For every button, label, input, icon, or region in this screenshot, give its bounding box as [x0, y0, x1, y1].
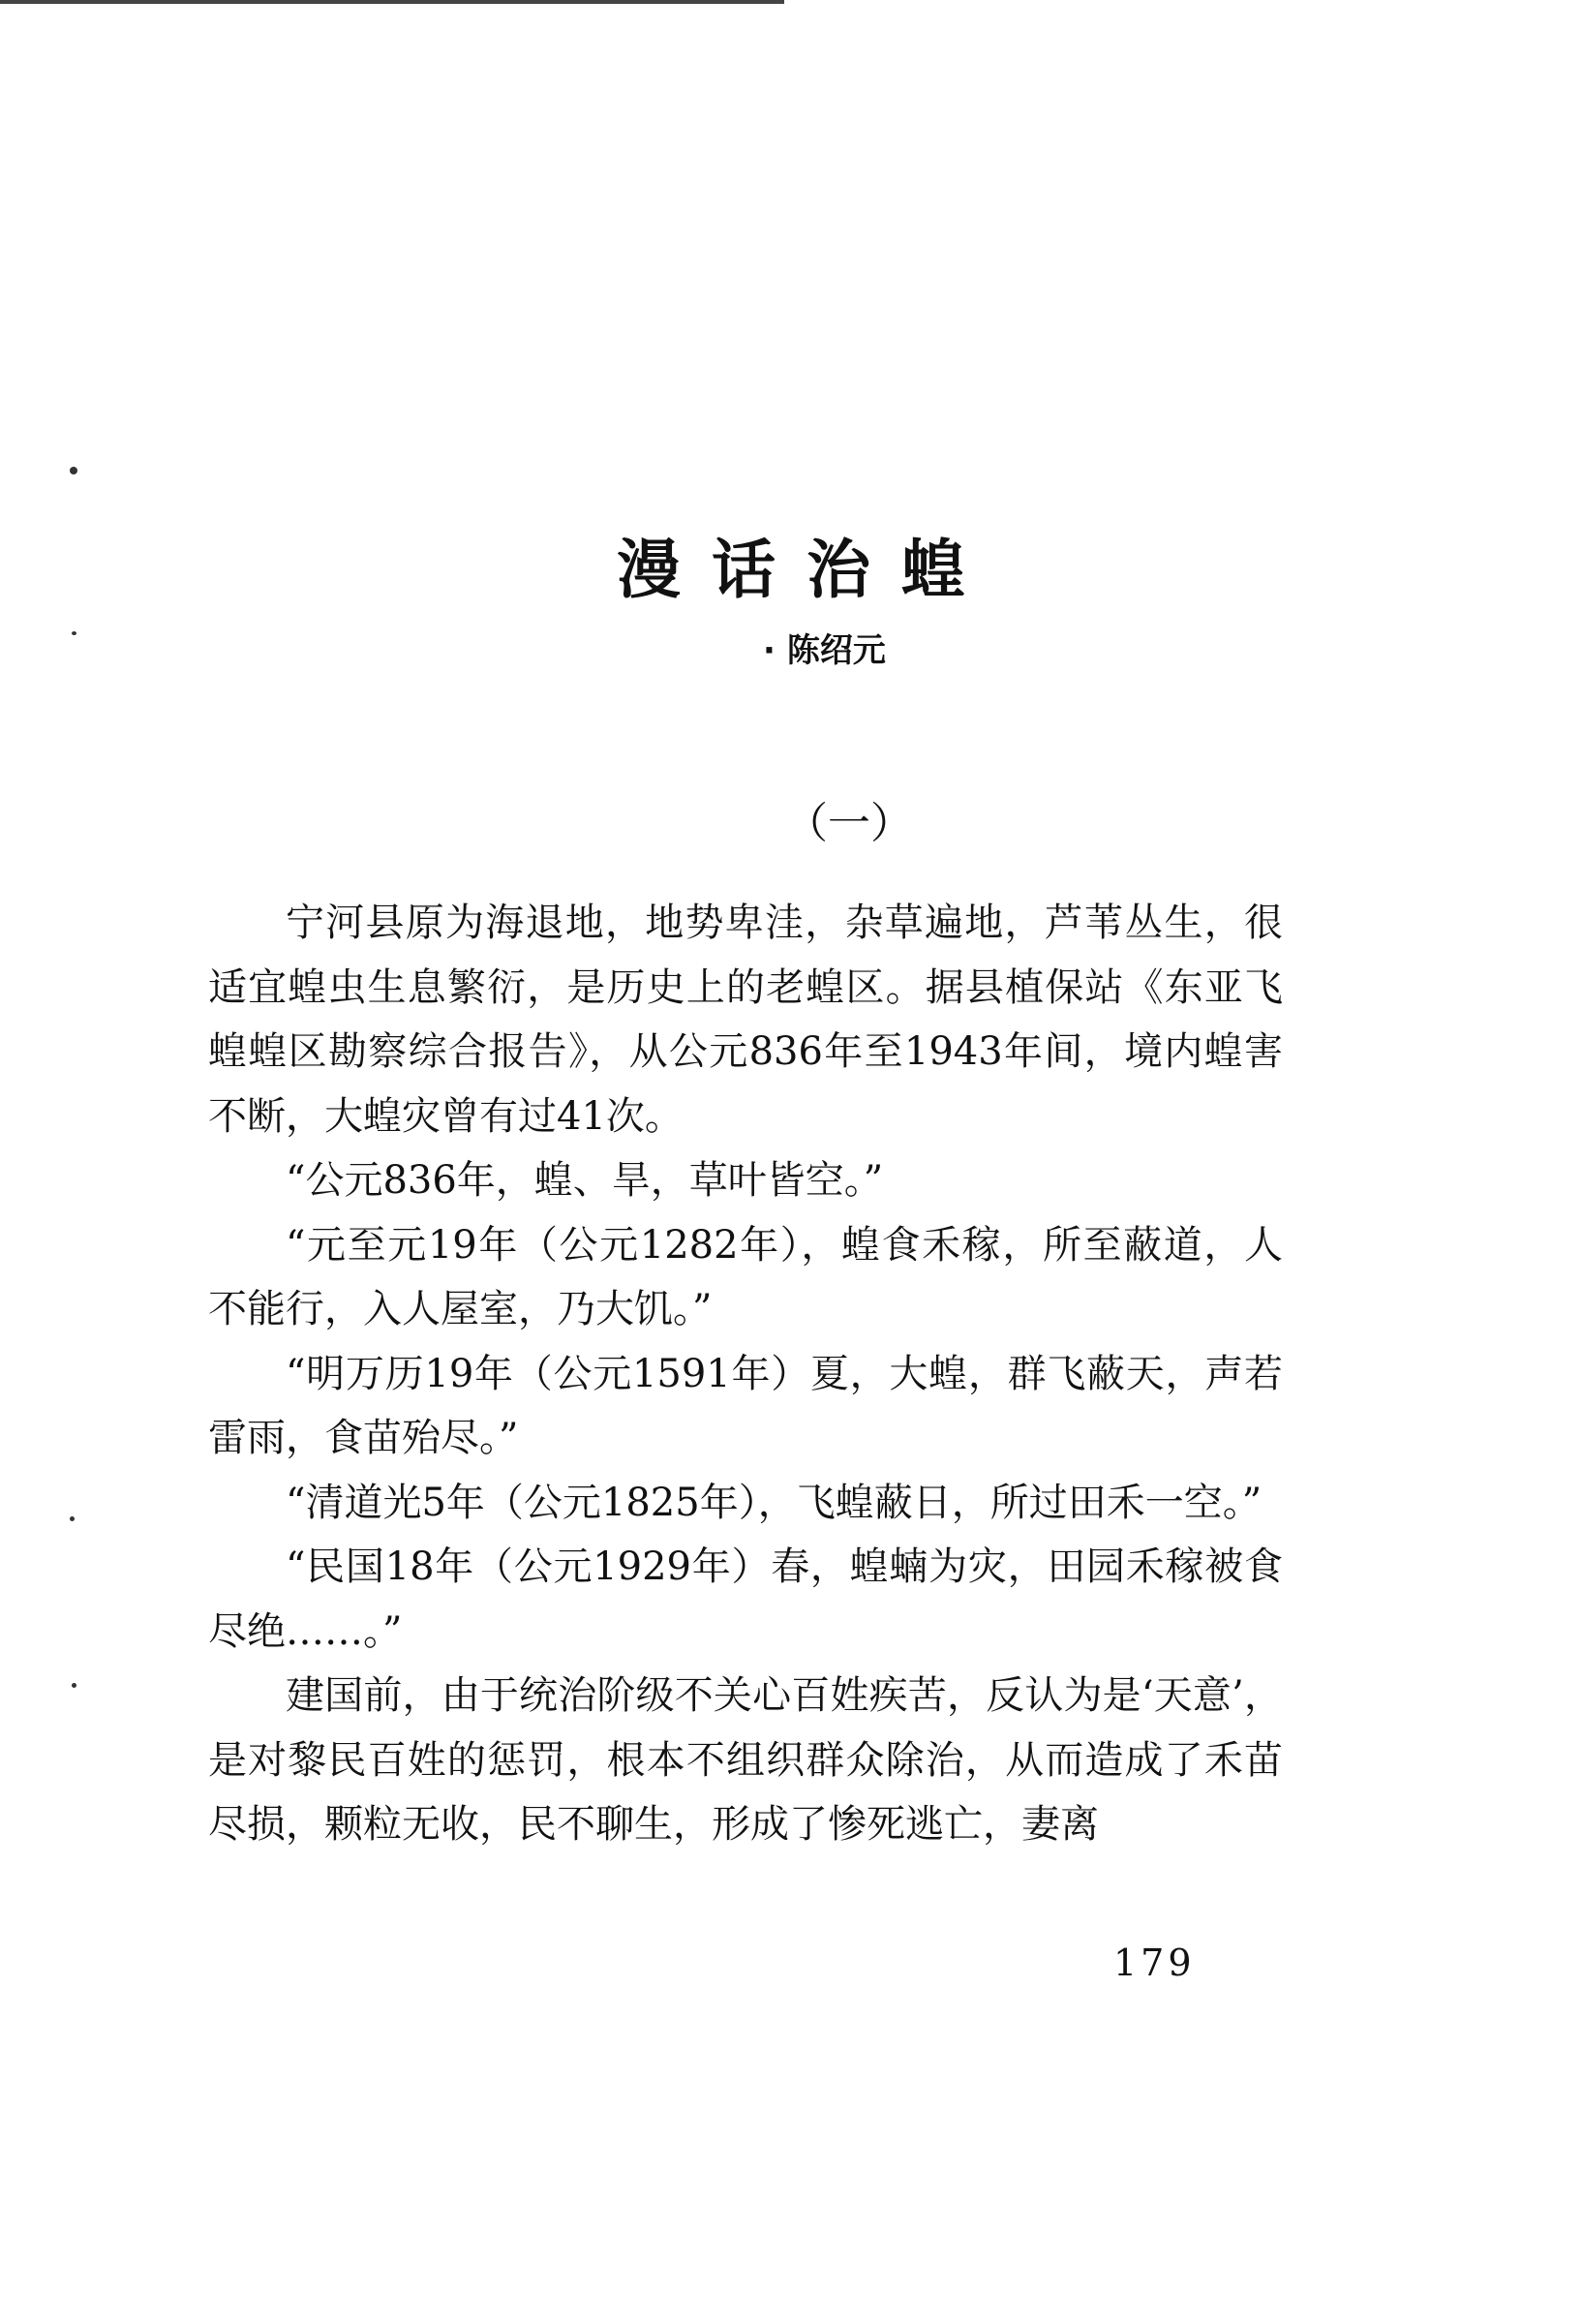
paragraph: “公元836年，蝗、旱，草叶皆空。” [286, 1158, 884, 1203]
article-body [208, 891, 1283, 1857]
scan-speck [72, 1683, 76, 1688]
top-border-rule [0, 0, 784, 4]
author-byline [763, 631, 886, 671]
scan-speck [70, 467, 77, 474]
scan-speck [70, 1516, 75, 1521]
paragraph: “元至元19年（公元1282年），蝗食禾稼，所至蔽道，人不能行，入人屋室，乃大饥。” [208, 1222, 1283, 1331]
paragraph: “民国18年（公元1929年）春，蝗蝻为灾，田园禾稼被食尽绝……。” [208, 1544, 1283, 1654]
author-name: 陈绍元 [786, 631, 886, 670]
section-heading: （一） [785, 799, 913, 848]
author-marker: · [763, 631, 776, 670]
page-number: 179 [1113, 1942, 1196, 1984]
paragraph: 建国前，由于统治阶级不关心百姓疾苦，反认为是‘天意’，是对黎民百姓的惩罚，根本不组织群众除治，从而造成了禾苗尽损，颗粒无收，民不聊生，形成了惨死逃亡，妻离 [208, 1673, 1283, 1847]
article-title: 漫话治蝗 [617, 533, 996, 608]
scan-speck [72, 631, 76, 635]
paragraph: 宁河县原为海退地，地势卑洼，杂草遍地，芦苇丛生，很适宜蝗虫生息繁衍，是历史上的老蝗区。据县植保站《东亚飞蝗蝗区勘察综合报告》，从公元836年至1943年间，境内蝗害不断，大蝗灾曾有过41次。 [208, 901, 1283, 1139]
paragraph: “明万历19年（公元1591年）夏，大蝗，群飞蔽天，声若雷雨，食苗殆尽。” [208, 1351, 1283, 1460]
paragraph: “清道光5年（公元1825年），飞蝗蔽日，所过田禾一空。” [286, 1480, 1263, 1525]
